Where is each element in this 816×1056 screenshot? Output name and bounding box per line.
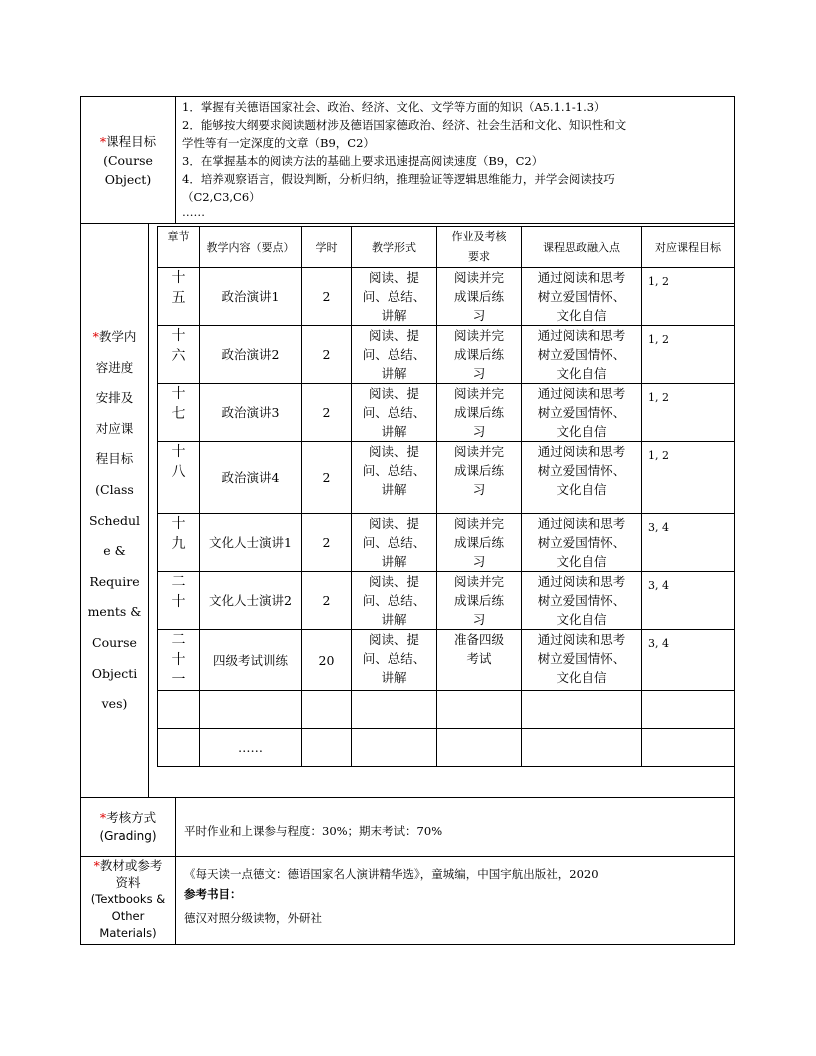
ideology-cell-line: 文化自信 <box>556 366 607 381</box>
schedule-row <box>158 630 735 691</box>
homework-cell-line: 习 <box>472 612 486 627</box>
textbooks-label: *教材或参考 资料 (Textbooks & Other Materials) <box>81 857 175 944</box>
hours-cell: 2 <box>302 326 352 384</box>
empty-cell <box>302 691 352 729</box>
goal-cell: 1, 2 <box>642 326 735 384</box>
content-cell <box>200 572 302 630</box>
homework-cell-line: 成课后练 <box>453 593 504 608</box>
schedule-label: *教学内 容进度 安排及 对应课 程目标 (Class Schedul e & Require ments & Course Objecti ves) <box>81 322 148 720</box>
form-cell <box>352 514 437 572</box>
goal-item-1: 1．掌握有关德语国家社会、政治、经济、文化、文学等方面的知识（A5.1.1-1.3） <box>182 100 606 114</box>
empty-cell <box>522 729 642 767</box>
reference-text: 德汉对照分级读物，外研社 <box>184 911 322 925</box>
schedule-label-line: 安排及 <box>95 390 134 406</box>
goal-ellipsis: …… <box>182 205 205 219</box>
schedule-label-line: Objecti <box>91 665 138 681</box>
hours-cell: 2 <box>302 514 352 572</box>
schedule-label-line: 对应课 <box>95 420 134 436</box>
schedule-label-line: ves) <box>101 696 128 712</box>
content-text: 政治演讲1 <box>221 289 280 304</box>
form-cell-line: 阅读、提 <box>368 632 419 647</box>
form-cell <box>352 384 437 442</box>
homework-cell <box>437 572 522 630</box>
course-goal-label-en1: (Course <box>103 152 153 168</box>
chapter-cell-line: 十 <box>171 270 186 286</box>
course-goal-label-en2: Object) <box>104 171 152 187</box>
ideology-cell-line: 树立爱国情怀、 <box>537 593 626 608</box>
empty-cell <box>158 729 200 767</box>
form-cell-line: 讲解 <box>381 612 407 627</box>
header-homework-text: 作业及考核要求 <box>451 230 507 263</box>
form-cell-line: 讲解 <box>381 424 407 439</box>
schedule-row <box>158 514 735 572</box>
schedule-label-line: Course <box>92 634 137 650</box>
ideology-cell-line: 通过阅读和思考 <box>537 632 626 647</box>
textbook-main: 《每天读一点德文：德语国家名人演讲精华选》，童城编，中国宇航出版社，2020 <box>184 867 599 881</box>
form-cell-line: 阅读、提 <box>368 574 419 589</box>
ideology-cell-line: 树立爱国情怀、 <box>537 535 626 550</box>
form-cell-line: 讲解 <box>381 308 407 323</box>
empty-row <box>158 691 735 729</box>
content-text: 政治演讲3 <box>221 405 280 420</box>
form-cell-line: 讲解 <box>381 366 407 381</box>
form-cell-line: 讲解 <box>381 482 407 497</box>
reference-title: 参考书目： <box>184 887 242 901</box>
form-cell-line: 阅读、提 <box>368 386 419 401</box>
ideology-cell-line: 文化自信 <box>556 424 607 439</box>
frame-top <box>80 96 735 97</box>
chapter-cell <box>158 514 200 572</box>
ideology-cell-line: 文化自信 <box>556 670 607 685</box>
chapter-cell <box>158 442 200 514</box>
header-goal: 对应课程目标 <box>642 227 735 268</box>
form-cell-line: 问、总结、 <box>362 463 426 478</box>
ideology-cell-line: 通过阅读和思考 <box>537 574 626 589</box>
chapter-cell-line: 十 <box>171 444 186 460</box>
schedule-label-line: e & <box>103 543 126 559</box>
goal-cell: 1, 2 <box>642 268 735 326</box>
homework-cell-line: 阅读并完 <box>453 444 504 459</box>
goal-cell: 3, 4 <box>642 514 735 572</box>
chapter-cell-line: 十 <box>171 328 186 344</box>
homework-cell-line: 习 <box>472 308 486 323</box>
form-cell <box>352 268 437 326</box>
content-text: 四级考试训练 <box>212 652 288 668</box>
homework-cell <box>437 442 522 514</box>
form-cell <box>352 630 437 691</box>
empty-cell <box>352 729 437 767</box>
goal-item-2-cont: 学性等有一定深度的文章（B9，C2） <box>182 136 375 150</box>
textbooks-content <box>184 864 729 928</box>
homework-cell-line: 习 <box>472 424 486 439</box>
schedule-row <box>158 572 735 630</box>
header-chapter: 章节 <box>158 227 200 268</box>
chapter-cell-line: 二 <box>171 632 186 648</box>
empty-cell <box>522 691 642 729</box>
goal-cell: 3, 4 <box>642 572 735 630</box>
chapter-cell <box>158 326 200 384</box>
textbooks-label-en2: Other <box>111 909 145 923</box>
homework-cell-line: 阅读并完 <box>453 574 504 589</box>
textbooks-label-en3: Materials) <box>99 926 157 940</box>
ideology-cell <box>522 442 642 514</box>
ellipsis-cell: …… <box>200 729 302 767</box>
chapter-cell-line: 十 <box>171 516 186 532</box>
homework-cell-line: 成课后练 <box>453 535 504 550</box>
content-cell <box>200 630 302 691</box>
content-cell <box>200 384 302 442</box>
form-cell-line: 阅读、提 <box>368 516 419 531</box>
grading-label-zh: 考核方式 <box>106 810 157 825</box>
homework-cell <box>437 384 522 442</box>
frame-bottom <box>80 944 735 945</box>
empty-cell <box>642 729 735 767</box>
goal-cell: 1, 2 <box>642 442 735 514</box>
ellipsis-row <box>158 729 735 767</box>
chapter-cell <box>158 268 200 326</box>
form-cell-line: 问、总结、 <box>362 289 426 304</box>
chapter-cell <box>158 630 200 691</box>
grading-text: 平时作业和上课参与程度：30%；期末考试：70% <box>184 824 443 838</box>
form-cell <box>352 572 437 630</box>
content-text: 政治演讲4 <box>221 470 280 485</box>
ideology-cell <box>522 268 642 326</box>
chapter-cell-line: 六 <box>171 348 186 364</box>
ideology-cell-line: 树立爱国情怀、 <box>537 405 626 420</box>
content-cell <box>200 326 302 384</box>
textbooks-label-en1: (Textbooks & <box>90 892 166 906</box>
header-form: 教学形式 <box>352 227 437 268</box>
schedule-row <box>158 384 735 442</box>
schedule-label-line: Schedul <box>88 512 141 528</box>
empty-cell <box>302 729 352 767</box>
ideology-cell <box>522 384 642 442</box>
grading-label: *考核方式 (Grading) <box>81 798 175 856</box>
form-cell-line: 问、总结、 <box>362 347 426 362</box>
form-cell-line: 问、总结、 <box>362 651 426 666</box>
homework-cell-line: 阅读并完 <box>453 328 504 343</box>
form-cell-line: 阅读、提 <box>368 444 419 459</box>
homework-cell-line: 成课后练 <box>453 463 504 478</box>
goal-item-4: 4．培养观察语言，假设判断，分析归纳，推理验证等逻辑思维能力，并学会阅读技巧 <box>182 172 615 186</box>
goal-item-4-cont: （C2,C3,C6） <box>182 190 261 204</box>
chapter-cell-line: 八 <box>171 464 186 480</box>
homework-cell <box>437 630 522 691</box>
schedule-label-line: (Class <box>95 481 134 497</box>
homework-cell-line: 习 <box>472 366 486 381</box>
homework-cell-line: 成课后练 <box>453 405 504 420</box>
form-cell-line: 阅读、提 <box>368 270 419 285</box>
schedule-label-line: 程目标 <box>95 451 134 467</box>
content-text: 政治演讲2 <box>221 347 280 362</box>
empty-cell <box>200 691 302 729</box>
ideology-cell-line: 树立爱国情怀、 <box>537 651 626 666</box>
textbooks-label-zh2: 资料 <box>115 875 141 890</box>
ideology-cell-line: 通过阅读和思考 <box>537 270 626 285</box>
content-cell <box>200 442 302 514</box>
schedule-label-line: 容进度 <box>95 359 134 375</box>
ideology-cell-line: 文化自信 <box>556 554 607 569</box>
course-goal-items <box>182 98 732 218</box>
form-cell <box>352 326 437 384</box>
chapter-cell-line: 一 <box>171 672 186 688</box>
empty-cell <box>437 691 522 729</box>
homework-cell-line: 成课后练 <box>453 289 504 304</box>
ideology-cell <box>522 572 642 630</box>
homework-cell <box>437 268 522 326</box>
schedule-row <box>158 442 735 514</box>
form-cell-line: 讲解 <box>381 670 407 685</box>
schedule-header-row <box>158 227 735 268</box>
schedule-label-line: ments & <box>87 604 142 620</box>
header-content: 教学内容（要点） <box>200 227 302 268</box>
homework-cell <box>437 514 522 572</box>
schedule-label-line: Require <box>89 573 140 589</box>
ideology-cell-line: 文化自信 <box>556 482 607 497</box>
content-text: 文化人士演讲1 <box>209 535 292 550</box>
ideology-cell <box>522 514 642 572</box>
form-cell-line: 阅读、提 <box>368 328 419 343</box>
ideology-cell-line: 通过阅读和思考 <box>537 516 626 531</box>
homework-cell-line: 考试 <box>466 651 492 666</box>
homework-cell-line: 成课后练 <box>453 347 504 362</box>
content-cell <box>200 514 302 572</box>
ideology-cell-line: 树立爱国情怀、 <box>537 289 626 304</box>
schedule-row <box>158 268 735 326</box>
textbooks-label-zh1: 教材或参考 <box>99 858 163 873</box>
header-hours: 学时 <box>302 227 352 268</box>
ideology-cell-line: 通过阅读和思考 <box>537 444 626 459</box>
hours-cell: 20 <box>302 630 352 691</box>
chapter-cell-line: 九 <box>171 536 186 552</box>
ideology-cell-line: 树立爱国情怀、 <box>537 347 626 362</box>
form-cell-line: 讲解 <box>381 554 407 569</box>
chapter-cell-line: 五 <box>171 290 186 306</box>
course-goal-label-zh: 课程目标 <box>106 133 157 149</box>
chapter-cell <box>158 384 200 442</box>
content-text: 文化人士演讲2 <box>209 593 292 608</box>
ideology-cell-line: 通过阅读和思考 <box>537 328 626 343</box>
chapter-cell-line: 十 <box>171 652 186 668</box>
empty-cell <box>352 691 437 729</box>
header-ideology: 课程思政融入点 <box>522 227 642 268</box>
course-goal-label: *课程目标 (Course Object) <box>99 133 157 187</box>
form-cell-line: 问、总结、 <box>362 593 426 608</box>
content-cell <box>200 268 302 326</box>
goal-cell: 3, 4 <box>642 630 735 691</box>
goal-cell: 1, 2 <box>642 384 735 442</box>
homework-cell-line: 习 <box>472 554 486 569</box>
homework-cell-line: 阅读并完 <box>453 516 504 531</box>
homework-cell-line: 阅读并完 <box>453 270 504 285</box>
ideology-cell-line: 通过阅读和思考 <box>537 386 626 401</box>
schedule-row <box>158 326 735 384</box>
empty-cell <box>437 729 522 767</box>
hours-cell: 2 <box>302 268 352 326</box>
grading-label-en: (Grading) <box>99 829 157 843</box>
homework-cell <box>437 326 522 384</box>
header-homework <box>437 227 522 268</box>
empty-cell <box>158 691 200 729</box>
chapter-cell <box>158 572 200 630</box>
chapter-cell-line: 二 <box>171 574 186 590</box>
chapter-cell-line: 十 <box>171 386 186 402</box>
ideology-cell-line: 文化自信 <box>556 612 607 627</box>
form-cell <box>352 442 437 514</box>
chapter-cell-line: 七 <box>171 406 186 422</box>
form-cell-line: 问、总结、 <box>362 405 426 420</box>
hours-cell: 2 <box>302 384 352 442</box>
homework-cell-line: 习 <box>472 482 486 497</box>
schedule-label-line: 教学内 <box>98 329 137 344</box>
ideology-cell-line: 文化自信 <box>556 308 607 323</box>
ideology-cell <box>522 326 642 384</box>
schedule-table <box>157 226 735 767</box>
homework-cell-line: 准备四级 <box>453 632 504 647</box>
goal-item-2: 2．能够按大纲要求阅读题材涉及德语国家德政治、经济、社会生活和文化、知识性和文 <box>182 118 627 132</box>
ideology-cell-line: 树立爱国情怀、 <box>537 463 626 478</box>
form-cell-line: 问、总结、 <box>362 535 426 550</box>
empty-cell <box>642 691 735 729</box>
homework-cell-line: 阅读并完 <box>453 386 504 401</box>
chapter-cell-line: 十 <box>171 594 186 610</box>
hours-cell: 2 <box>302 572 352 630</box>
hours-cell: 2 <box>302 442 352 514</box>
goal-item-3: 3．在掌握基本的阅读方法的基础上要求迅速提高阅读速度（B9，C2） <box>182 154 544 168</box>
ideology-cell <box>522 630 642 691</box>
